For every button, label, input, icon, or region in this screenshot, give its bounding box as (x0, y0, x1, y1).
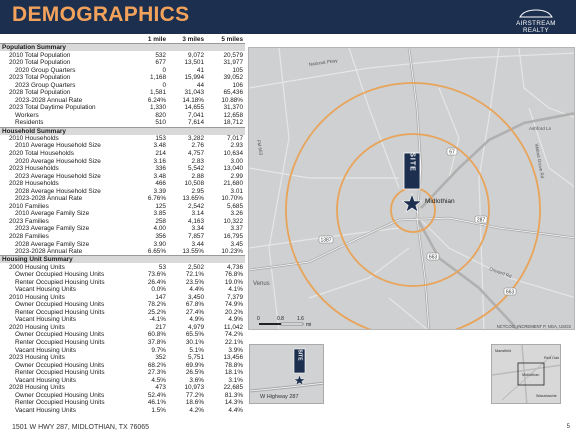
value-1-mile: 60.8% (147, 331, 166, 339)
value-5-miles: 78.8% (224, 361, 243, 369)
scale-label: 0 (257, 316, 260, 322)
table-row (0, 172, 245, 180)
value-3-miles: 41 (196, 66, 204, 74)
value-3-miles: 2,542 (188, 202, 204, 210)
value-3-miles: 10,973 (184, 384, 204, 392)
scale-label: 0.8 (277, 316, 284, 322)
value-1-mile: 3.48 (153, 172, 166, 180)
value-3-miles: 3.44 (191, 240, 204, 248)
value-1-mile: 73.6% (147, 271, 166, 279)
value-5-miles: 10,322 (223, 217, 243, 225)
value-1-mile: 52.4% (147, 391, 166, 399)
row-label: 2023-2028 Annual Rate (15, 195, 83, 203)
value-5-miles: 13,456 (223, 354, 243, 362)
value-3-miles: 2,502 (188, 263, 204, 271)
value-3-miles: 4,979 (188, 323, 204, 331)
value-3-miles: 4.9% (189, 316, 204, 324)
inset-star-icon (294, 375, 305, 385)
brand-logo (504, 9, 568, 34)
value-3-miles: 3,450 (188, 293, 204, 301)
value-5-miles: 4,736 (227, 263, 243, 271)
value-3-miles: 3.14 (191, 210, 204, 218)
value-1-mile: 3.85 (153, 210, 166, 218)
row-label: Vacant Housing Units (15, 406, 76, 414)
row-label: Renter Occupied Housing Units (15, 399, 105, 407)
value-1-mile: 3.39 (153, 187, 166, 195)
value-5-miles: 3.01 (230, 187, 243, 195)
table-row (0, 361, 245, 369)
value-5-miles: 4.9% (228, 316, 243, 324)
page-title: DEMOGRAPHICS (12, 3, 190, 26)
value-3-miles: 7,041 (188, 111, 204, 119)
site-marker[interactable] (403, 152, 422, 212)
value-1-mile: 3.48 (153, 142, 166, 150)
route-shield-label: 287 (476, 217, 486, 224)
footer-address: 1501 W HWY 287, MIDLOTHIAN, TX 76065 (12, 424, 150, 431)
table-row (0, 97, 245, 105)
place-label: Onward Rd (488, 266, 513, 279)
overview-inset-map[interactable] (491, 344, 561, 404)
row-label: 2020 Total Population (9, 59, 71, 67)
value-3-miles: 18.6% (185, 399, 204, 407)
value-3-miles: 26.5% (185, 369, 204, 377)
overview-place-label: Mansfield (495, 349, 512, 353)
value-1-mile: 1,581 (150, 89, 166, 97)
table-row (0, 309, 245, 317)
value-1-mile: 356 (155, 233, 166, 241)
row-label: 2023-2028 Annual Rate (15, 96, 83, 104)
value-1-mile: 153 (155, 134, 166, 142)
value-1-mile: 1.5% (151, 406, 166, 414)
value-3-miles: 3.6% (189, 376, 204, 384)
value-1-mile: 6.24% (147, 96, 166, 104)
value-5-miles: 31,370 (223, 104, 243, 112)
row-label: 2023 Average Household Size (15, 172, 101, 180)
value-5-miles: 16,795 (223, 233, 243, 241)
row-label: 2023 Total Daytime Population (9, 104, 96, 112)
table-row (0, 248, 245, 256)
value-5-miles: 2.99 (230, 172, 243, 180)
table-row (0, 195, 245, 203)
row-label: 2010 Average Household Size (15, 142, 101, 150)
value-1-mile: 466 (155, 180, 166, 188)
inset-site-label: SITE (296, 349, 303, 361)
table-row (0, 316, 245, 324)
overview-place-label: Waxahachie (536, 394, 557, 398)
table-row (0, 82, 245, 90)
value-5-miles: 18,712 (223, 119, 243, 127)
value-5-miles: 18.1% (224, 369, 243, 377)
scale-label: mi (306, 322, 312, 328)
value-3-miles: 3.34 (191, 225, 204, 233)
section-header-row (0, 44, 245, 52)
table-row (0, 294, 245, 302)
value-3-miles: 3,282 (188, 134, 204, 142)
value-5-miles: 10.88% (221, 96, 243, 104)
value-1-mile: 510 (155, 119, 166, 127)
table-row (0, 339, 245, 347)
value-5-miles: 106 (232, 81, 243, 89)
table-row (0, 324, 245, 332)
value-3-miles: 4.2% (189, 406, 204, 414)
place-label: Venus (253, 281, 270, 287)
row-label: Owner Occupied Housing Units (15, 331, 105, 339)
value-1-mile: 25.2% (147, 308, 166, 316)
row-label: 2000 Housing Units (9, 263, 65, 271)
row-label: 2010 Housing Units (9, 293, 65, 301)
row-label: 2023 Average Family Size (15, 225, 90, 233)
value-1-mile: 53 (158, 263, 166, 271)
value-5-miles: 5,685 (227, 202, 243, 210)
value-1-mile: 125 (155, 202, 166, 210)
row-label: 2010 Families (9, 202, 49, 210)
value-3-miles: 31,043 (184, 89, 204, 97)
value-3-miles: 67.8% (185, 301, 204, 309)
overview-place-label: Red Oak (544, 356, 559, 360)
value-1-mile: 677 (155, 59, 166, 67)
value-3-miles: 13.65% (182, 195, 204, 203)
value-3-miles: 27.4% (185, 308, 204, 316)
value-1-mile: 0 (162, 66, 166, 74)
value-5-miles: 20.2% (224, 308, 243, 316)
value-3-miles: 23.5% (185, 278, 204, 286)
route-shield-label: 67 (449, 149, 455, 156)
value-1-mile: 6.76% (147, 195, 166, 203)
table-row (0, 286, 245, 294)
value-5-miles: 105 (232, 66, 243, 74)
row-label: 2023 Households (9, 165, 59, 173)
value-3-miles: 5.1% (189, 346, 204, 354)
map-canvas (249, 48, 575, 330)
value-5-miles: 31,977 (223, 59, 243, 67)
row-label: Workers (15, 111, 39, 119)
row-label: 2028 Housing Units (9, 384, 65, 392)
value-5-miles: 3.37 (230, 225, 243, 233)
value-3-miles: 77.2% (185, 391, 204, 399)
value-1-mile: 3.16 (153, 157, 166, 165)
row-label: Residents (15, 119, 44, 127)
table-row (0, 384, 245, 392)
value-5-miles: 13,040 (223, 165, 243, 173)
table-row (0, 165, 245, 173)
table-row (0, 331, 245, 339)
value-3-miles: 14,655 (184, 104, 204, 112)
row-label: Renter Occupied Housing Units (15, 338, 105, 346)
row-label: Renter Occupied Housing Units (15, 278, 105, 286)
value-5-miles: 65,436 (223, 89, 243, 97)
row-label: Renter Occupied Housing Units (15, 308, 105, 316)
row-label: Vacant Housing Units (15, 346, 76, 354)
row-label: 2028 Average Family Size (15, 240, 90, 248)
value-5-miles: 3.9% (228, 346, 243, 354)
value-5-miles: 7,017 (227, 134, 243, 142)
demographics-table (0, 36, 245, 414)
value-3-miles: 69.9% (185, 361, 204, 369)
value-5-miles: 10.23% (221, 247, 243, 255)
value-3-miles: 2.95 (191, 187, 204, 195)
value-3-miles: 5,542 (188, 165, 204, 173)
value-3-miles: 2.83 (191, 157, 204, 165)
value-3-miles: 65.5% (185, 331, 204, 339)
page-header (0, 0, 576, 34)
value-3-miles: 4,757 (188, 150, 204, 157)
table-row (0, 112, 245, 120)
table-header-row (0, 36, 245, 44)
value-5-miles: 22.1% (224, 338, 243, 346)
table-row (0, 240, 245, 248)
table-row (0, 369, 245, 377)
row-label: 2010 Average Family Size (15, 210, 90, 218)
value-3-miles: 9,072 (188, 51, 204, 59)
value-3-miles: 44 (196, 81, 204, 89)
value-1-mile: -4.1% (149, 316, 166, 324)
row-label: 2020 Group Quarters (15, 66, 76, 74)
site-inset-map[interactable] (249, 344, 324, 404)
row-label: 2010 Total Population (9, 51, 71, 59)
overview-inset-canvas (492, 345, 561, 404)
section-title: Housing Unit Summary (0, 256, 245, 264)
column-header (0, 36, 133, 44)
value-1-mile: 9.7% (151, 346, 166, 354)
table-row (0, 188, 245, 196)
value-1-mile: 37.8% (147, 338, 166, 346)
table-row (0, 135, 245, 143)
value-5-miles: 4.4% (228, 406, 243, 414)
map-credit: NCTCOG, INCREMENT P, NGA, USGS (496, 324, 571, 329)
value-5-miles: 3.00 (230, 157, 243, 165)
section-header-row (0, 256, 245, 264)
value-5-miles: 3.26 (230, 210, 243, 218)
value-5-miles: 10.70% (221, 195, 243, 203)
value-5-miles: 19.0% (224, 278, 243, 286)
value-1-mile: 78.2% (147, 301, 166, 309)
table-row (0, 104, 245, 112)
inset-road-label: W Highway 287 (260, 394, 299, 400)
value-5-miles: 2.93 (230, 142, 243, 150)
row-label: Owner Occupied Housing Units (15, 361, 105, 369)
table-row (0, 210, 245, 218)
value-3-miles: 7,857 (188, 233, 204, 241)
table-row (0, 150, 245, 158)
value-3-miles: 13.55% (182, 247, 204, 255)
table-row (0, 233, 245, 241)
row-label: 2028 Families (9, 233, 49, 241)
row-label: Owner Occupied Housing Units (15, 271, 105, 279)
column-header-3-miles: 3 miles (182, 36, 204, 43)
value-1-mile: 214 (155, 150, 166, 157)
table-row (0, 218, 245, 226)
value-1-mile: 820 (155, 111, 166, 119)
value-5-miles: 11,042 (223, 323, 243, 331)
row-label: 2020 Total Households (9, 150, 74, 157)
table-row (0, 377, 245, 385)
value-1-mile: 6.65% (147, 247, 166, 255)
value-1-mile: 46.1% (147, 399, 166, 407)
place-label: National Pkwy (308, 57, 338, 67)
value-1-mile: 4.5% (151, 376, 166, 384)
value-1-mile: 3.90 (153, 240, 166, 248)
table-row (0, 354, 245, 362)
overview-place-label: Midlothian (522, 373, 540, 377)
row-label: 2028 Households (9, 180, 59, 188)
value-1-mile: 147 (155, 293, 166, 301)
row-label: Vacant Housing Units (15, 286, 76, 294)
brand-name: AIRSTREAM REALTY (516, 20, 556, 34)
value-1-mile: 258 (155, 217, 166, 225)
value-5-miles: 74.9% (224, 301, 243, 309)
row-label: 2023 Group Quarters (15, 81, 76, 89)
table-row (0, 51, 245, 59)
value-1-mile: 27.3% (147, 369, 166, 377)
section-title: Population Summary (0, 44, 245, 52)
value-1-mile: 1,168 (150, 74, 166, 82)
table-row (0, 278, 245, 286)
table-body (0, 44, 245, 415)
row-label: 2023 Total Population (9, 74, 71, 82)
value-1-mile: 4.00 (153, 225, 166, 233)
table-row (0, 67, 245, 75)
table-row (0, 399, 245, 407)
value-3-miles: 2.88 (191, 172, 204, 180)
site-inset-canvas (250, 345, 324, 404)
airstream-logo-icon (518, 9, 554, 18)
page-number: 5 (566, 424, 570, 430)
value-3-miles: 4.4% (189, 286, 204, 294)
row-label: Vacant Housing Units (15, 376, 76, 384)
row-label: Owner Occupied Housing Units (15, 301, 105, 309)
value-5-miles: 39,052 (223, 74, 243, 82)
column-header-5-miles: 5 miles (221, 36, 243, 43)
value-3-miles: 14.18% (182, 96, 204, 104)
value-1-mile: 532 (155, 51, 166, 59)
value-5-miles: 3.1% (228, 376, 243, 384)
place-label: Walnut Grove Rd (534, 143, 546, 179)
row-label: 2023 Families (9, 217, 49, 225)
table-row (0, 346, 245, 354)
row-label: 2028 Total Population (9, 89, 71, 97)
value-5-miles: 22,685 (223, 384, 243, 392)
row-label: Vacant Housing Units (15, 316, 76, 324)
value-3-miles: 30.1% (185, 338, 204, 346)
table-row (0, 157, 245, 165)
value-1-mile: 1,330 (150, 104, 166, 112)
value-3-miles: 5,751 (188, 354, 204, 362)
value-5-miles: 3.45 (230, 240, 243, 248)
route-shield-label: 663 (505, 289, 515, 296)
value-1-mile: 68.2% (147, 361, 166, 369)
table-row (0, 271, 245, 279)
value-5-miles: 12,658 (223, 111, 243, 119)
value-5-miles: 4.1% (228, 286, 243, 294)
value-1-mile: 217 (155, 323, 166, 331)
route-shield-label: 663 (428, 254, 438, 261)
table-row (0, 59, 245, 67)
row-label: Renter Occupied Housing Units (15, 369, 105, 377)
value-1-mile: 352 (155, 354, 166, 362)
demographics-table-container (0, 36, 245, 426)
place-label: FM 663 (256, 139, 264, 156)
value-1-mile: 473 (155, 384, 166, 392)
value-3-miles: 4,163 (188, 217, 204, 225)
place-label: Midlothian (425, 198, 455, 205)
value-5-miles: 81.3% (224, 391, 243, 399)
main-map[interactable] (248, 47, 575, 330)
value-5-miles: 7,379 (227, 293, 243, 301)
table-row (0, 119, 245, 127)
route-shield-label: 1387 (320, 237, 332, 244)
row-label: Owner Occupied Housing Units (15, 391, 105, 399)
row-label: 2023 Housing Units (9, 354, 65, 362)
table-row (0, 392, 245, 400)
table-row (0, 225, 245, 233)
value-5-miles: 14.3% (224, 399, 243, 407)
value-3-miles: 7,614 (188, 119, 204, 127)
table-row (0, 74, 245, 82)
table-row (0, 89, 245, 97)
table-row (0, 142, 245, 150)
value-3-miles: 13,501 (184, 59, 204, 67)
value-3-miles: 15,994 (184, 74, 204, 82)
table-row (0, 301, 245, 309)
scale-bar (257, 316, 311, 328)
value-1-mile: 26.4% (147, 278, 166, 286)
value-5-miles: 10,634 (223, 150, 243, 157)
row-label: 2020 Average Household Size (15, 157, 101, 165)
place-label: Ashford Ln (529, 126, 552, 131)
value-1-mile: 336 (155, 165, 166, 173)
value-5-miles: 20,579 (223, 51, 243, 59)
site-label: SITE (408, 152, 416, 172)
value-1-mile: 0.0% (151, 286, 166, 294)
value-1-mile: 0 (162, 81, 166, 89)
scale-label: 1.6 (297, 316, 304, 322)
table-row (0, 180, 245, 188)
table-row (0, 203, 245, 211)
section-header-row (0, 127, 245, 135)
table-row (0, 407, 245, 415)
value-5-miles: 76.8% (224, 271, 243, 279)
value-5-miles: 21,680 (223, 180, 243, 188)
value-3-miles: 2.76 (191, 142, 204, 150)
row-label: 2020 Housing Units (9, 323, 65, 331)
value-3-miles: 72.1% (185, 271, 204, 279)
table-row (0, 263, 245, 271)
value-3-miles: 10,508 (184, 180, 204, 188)
value-5-miles: 74.2% (224, 331, 243, 339)
column-header-1-mile: 1 mile (147, 36, 166, 43)
row-label: 2028 Average Household Size (15, 187, 101, 195)
row-label: 2010 Households (9, 134, 59, 142)
ring-1-mile (391, 188, 435, 232)
section-title: Household Summary (0, 127, 245, 135)
row-label: 2023-2028 Annual Rate (15, 247, 83, 255)
